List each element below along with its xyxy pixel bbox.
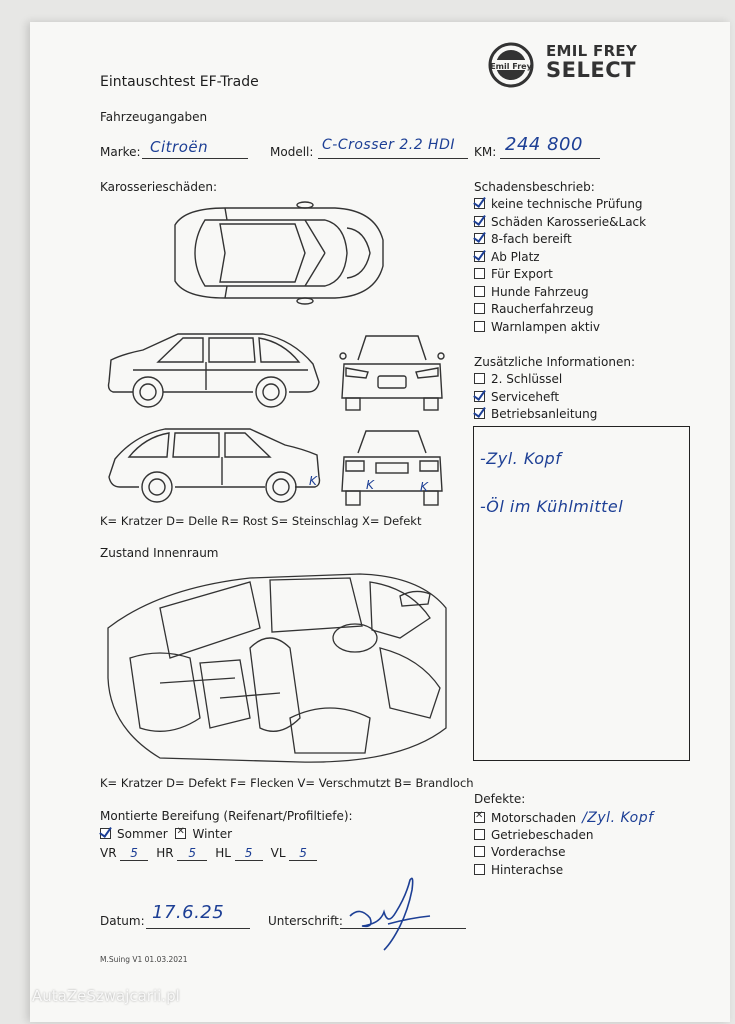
interior-section-label: Zustand Innenraum	[100, 546, 219, 560]
summer-checkbox-icon[interactable]	[100, 828, 111, 839]
logo-line1: EMIL FREY	[546, 42, 638, 60]
model-label: Modell:	[270, 145, 314, 159]
damage-item-no-tech-check[interactable]: keine technische Prüfung	[474, 197, 646, 215]
km-underline	[500, 158, 600, 159]
watermark: AutaZeSzwajcarii.pl	[32, 987, 180, 1005]
note-line-1: -Zyl. Kopf	[480, 449, 562, 468]
car-top-view-diagram	[165, 200, 390, 306]
signature-scribble[interactable]	[340, 866, 440, 956]
model-underline	[318, 158, 468, 159]
defect-item-front-axle[interactable]: Vorderachse	[474, 845, 654, 863]
car-side-view-right-diagram	[103, 425, 325, 507]
damage-item-export[interactable]: Für Export	[474, 267, 646, 285]
signature-label: Unterschrift:	[268, 914, 343, 928]
make-label: Marke:	[100, 145, 141, 159]
tire-depth-row	[100, 846, 317, 861]
damage-mark-rear-right: K	[420, 480, 428, 494]
checkbox-icon[interactable]	[474, 268, 485, 279]
car-rear-view-diagram	[338, 425, 446, 509]
checkbox-icon[interactable]	[474, 829, 485, 840]
vr-label: VR	[100, 846, 117, 860]
checkbox-icon[interactable]	[474, 408, 485, 419]
damage-item-dog-vehicle[interactable]: Hunde Fahrzeug	[474, 285, 646, 303]
damage-mark-rear-left: K	[366, 478, 374, 492]
summer-label: Sommer	[117, 827, 168, 841]
damage-item-smoker[interactable]: Raucherfahrzeug	[474, 302, 646, 320]
defect-item-engine[interactable]: ✕Motorschaden /Zyl. Kopf	[474, 810, 654, 828]
winter-label: Winter	[192, 827, 233, 841]
damage-item-warning-lights[interactable]: Warnlampen aktiv	[474, 320, 646, 338]
car-interior-diagram	[100, 568, 452, 766]
logo-line2: SELECT	[546, 58, 636, 82]
defect-item-rear-axle[interactable]: Hinterachse	[474, 863, 654, 881]
checkbox-icon[interactable]	[474, 812, 485, 823]
car-front-view-diagram	[338, 330, 446, 412]
date-value[interactable]: 17.6.25	[152, 902, 225, 923]
date-label: Datum:	[100, 914, 145, 928]
checkbox-icon[interactable]	[474, 251, 485, 262]
info-item-manual[interactable]: Betriebsanleitung	[474, 407, 597, 425]
vl-value: 5	[299, 846, 308, 860]
hr-label: HR	[156, 846, 174, 860]
checkbox-icon[interactable]	[474, 864, 485, 875]
make-underline	[142, 158, 248, 159]
checkbox-icon[interactable]	[474, 198, 485, 209]
body-damage-label: Karosserieschäden:	[100, 180, 218, 194]
defects-label: Defekte:	[474, 792, 526, 806]
vl-field[interactable]	[289, 846, 317, 861]
checkbox-icon[interactable]	[474, 846, 485, 857]
damage-description-label: Schadensbeschrieb:	[474, 180, 595, 194]
emil-frey-badge-icon	[486, 40, 536, 90]
damage-description-list	[474, 197, 646, 337]
interior-legend: K= Kratzer D= Defekt F= Flecken V= Verschmutzt B= Brandloch	[100, 776, 474, 790]
vr-field[interactable]	[120, 846, 148, 861]
defect-item-gearbox[interactable]: Getriebeschaden	[474, 828, 654, 846]
svg-text:Emil Frey: Emil Frey	[490, 62, 532, 71]
additional-info-list	[474, 372, 597, 425]
hr-value: 5	[188, 846, 197, 860]
info-item-second-key[interactable]: 2. Schlüssel	[474, 372, 597, 390]
checkbox-icon[interactable]	[474, 373, 485, 384]
engine-defect-note: /Zyl. Kopf	[582, 810, 654, 826]
checkbox-icon[interactable]	[474, 303, 485, 314]
hl-value: 5	[244, 846, 253, 860]
date-underline	[146, 928, 250, 929]
page-title: Eintauschtest EF-Trade	[100, 74, 259, 90]
checkbox-icon[interactable]	[474, 391, 485, 402]
damage-item-body-paint[interactable]: Schäden Karosserie&Lack	[474, 215, 646, 233]
hl-label: HL	[215, 846, 231, 860]
km-label: KM:	[474, 145, 497, 159]
notes-box[interactable]	[473, 426, 690, 761]
damage-mark-side: K	[309, 474, 317, 488]
additional-info-label: Zusätzliche Informationen:	[474, 355, 635, 369]
body-damage-legend: K= Kratzer D= Delle R= Rost S= Steinschlag X= Defekt	[100, 514, 422, 528]
tire-type-row	[100, 827, 232, 841]
vl-label: VL	[270, 846, 286, 860]
form-version: M.Suing V1 01.03.2021	[100, 955, 188, 964]
vehicle-section-label: Fahrzeugangaben	[100, 110, 208, 124]
info-item-service-book[interactable]: Serviceheft	[474, 390, 597, 408]
checkbox-icon[interactable]	[474, 321, 485, 332]
model-value[interactable]: C-Crosser 2.2 HDI	[322, 137, 455, 153]
hr-field[interactable]	[177, 846, 207, 861]
damage-item-eight-tires[interactable]: 8-fach bereift	[474, 232, 646, 250]
checkbox-icon[interactable]	[474, 216, 485, 227]
winter-checkbox-icon[interactable]	[175, 828, 186, 839]
defects-list	[474, 810, 654, 880]
vr-value: 5	[130, 846, 139, 860]
checkbox-icon[interactable]	[474, 286, 485, 297]
km-value[interactable]: 244 800	[505, 134, 583, 155]
note-line-2: -Öl im Kühlmittel	[480, 497, 624, 516]
checkbox-icon[interactable]	[474, 233, 485, 244]
hl-field[interactable]	[235, 846, 263, 861]
tires-label: Montierte Bereifung (Reifenart/Profiltiefe):	[100, 809, 353, 823]
car-side-view-left-diagram	[103, 330, 325, 412]
make-value[interactable]: Citroën	[150, 138, 209, 156]
damage-item-ab-platz[interactable]: Ab Platz	[474, 250, 646, 268]
